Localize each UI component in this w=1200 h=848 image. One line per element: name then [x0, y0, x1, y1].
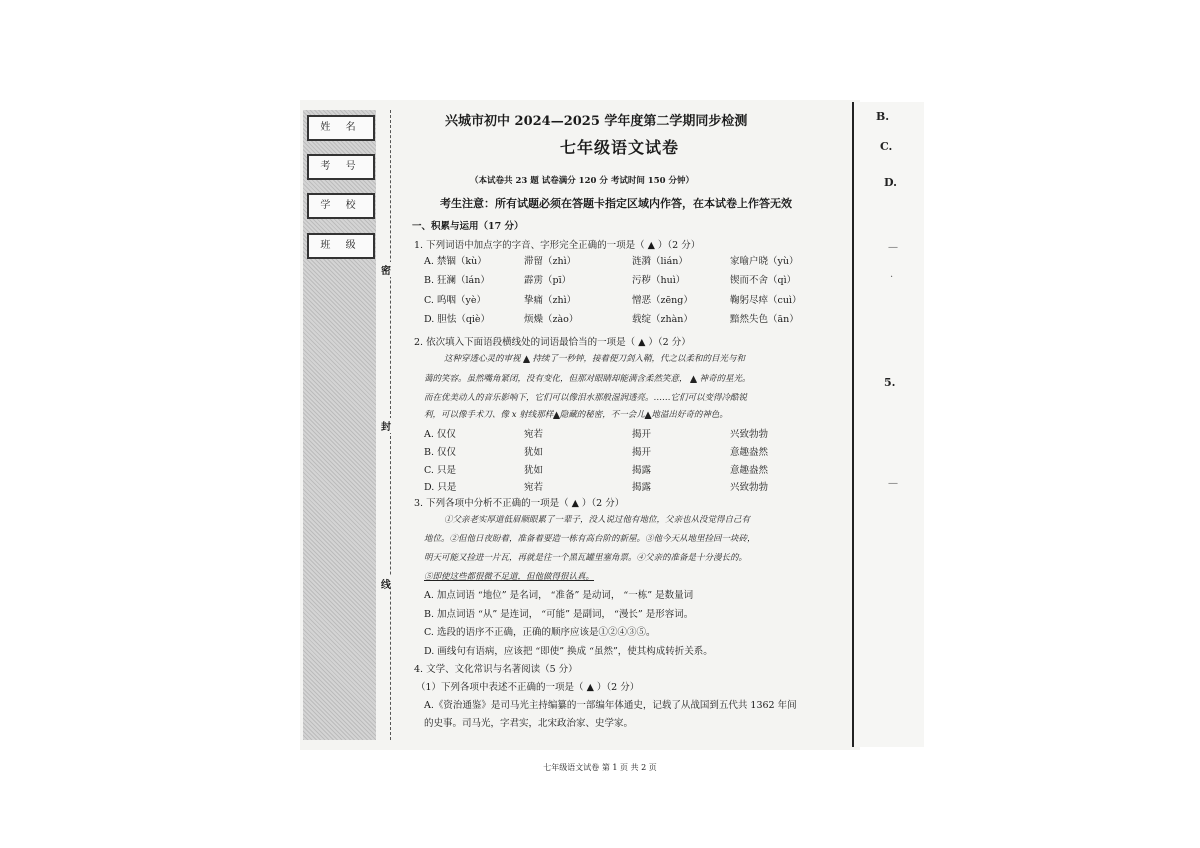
q1-word: 烦燥（zào） — [524, 314, 579, 325]
school-field: 学 校 — [307, 193, 375, 219]
q1-option-a: A. 禁锢（kù） — [424, 256, 487, 267]
next-page-fragment: · — [890, 272, 894, 283]
q1-option-c: C. 呜咽（yè） — [424, 295, 486, 306]
q1-word: 憎恶（zēng） — [632, 295, 693, 306]
q2-word: 犹如 — [524, 447, 544, 458]
q2-word: 兴致勃勃 — [730, 482, 769, 493]
q1-word: 霹雳（pī） — [524, 275, 572, 286]
q1-option-d: D. 胆怯（qiè） — [424, 314, 491, 325]
seal-char-xian: 线 — [379, 576, 393, 591]
q1-word: 污秽（huì） — [632, 275, 686, 286]
q2-passage-line: 蔼的笑容。虽然嘴角紧闭，没有变化，但那对眼睛却能满含柔然笑意， ▲ 神奇的星光。 — [424, 374, 751, 384]
q2-option-c: C. 只是 — [424, 465, 456, 476]
q2-word: 宛若 — [524, 429, 544, 440]
q1-option-b: B. 狂澜（lán） — [424, 275, 490, 286]
q4-option-a-continued: 的史事。司马光，字君实，北宋政治家、史学家。 — [424, 718, 634, 729]
q2-word: 揭开 — [632, 429, 652, 440]
question-1-stem: 1. 下列词语中加点字的字音、字形完全正确的一项是（ ▲ ）（2 分） — [414, 240, 701, 251]
next-page-fragment: — — [888, 478, 898, 489]
exam-title: 兴城市初中 2024—2025 学年度第二学期同步检测 — [445, 114, 748, 129]
q3-passage-line: 地位。②但他日夜盼着，准备着要造一栋有高台阶的新屋。③他今天从地里捡回一块砖， — [424, 534, 756, 544]
next-page-fragment: — — [888, 242, 898, 253]
q2-word: 揭露 — [632, 465, 652, 476]
q4-part-1-stem: （1）下列各项中表述不正确的一项是（ ▲ ）（2 分） — [416, 682, 640, 693]
name-field: 姓 名 — [307, 115, 375, 141]
q2-option-b: B. 仅仅 — [424, 447, 457, 458]
class-field: 班 级 — [307, 233, 375, 259]
q2-word: 意趣盎然 — [730, 465, 769, 476]
q1-word: 家喻户晓（yù） — [730, 256, 799, 267]
q3-passage-line-underlined: ⑤即使这些都很微不足道，但他做得很认真。 — [424, 572, 595, 582]
next-page-option-d: D. — [884, 176, 897, 189]
q2-word: 犹如 — [524, 465, 544, 476]
next-page-edge — [852, 102, 924, 747]
q3-option-d: D. 画线句有语病，应该把 “即使” 换成 “虽然”，使其构成转折关系。 — [424, 646, 713, 657]
q3-option-c: C. 选段的语序不正确，正确的顺序应该是①②④③⑤。 — [424, 627, 656, 638]
next-page-question-5: 5. — [884, 376, 896, 389]
q1-word: 锲而不舍（qì） — [730, 275, 797, 286]
seal-char-mi: 密 — [379, 262, 393, 277]
q1-word: 滞留（zhì） — [524, 256, 577, 267]
q2-word: 兴致勃勃 — [730, 429, 769, 440]
exam-subtitle: 七年级语文试卷 — [560, 138, 680, 157]
q1-word: 涟漪（lián） — [632, 256, 688, 267]
q2-word: 揭露 — [632, 482, 652, 493]
question-3-stem: 3. 下列各项中分析不正确的一项是（ ▲ ）（2 分） — [414, 498, 625, 509]
q2-passage-line: 利，可以像手术刀、像 x 射线那样▲隐藏的秘密，不一会儿▲地溢出好奇的神色。 — [424, 410, 728, 420]
next-page-option-c: C. — [880, 140, 893, 153]
seal-char-feng: 封 — [379, 418, 393, 433]
q2-word: 宛若 — [524, 482, 544, 493]
exam-number-field: 考 号 — [307, 154, 375, 180]
q3-passage-line: ①父亲老实厚道低眉顺眼累了一辈子，没人说过他有地位，父亲也从没觉得自己有 — [444, 515, 751, 525]
q4-option-a: A.《资治通鉴》是司马光主持编纂的一部编年体通史，记载了从战国到五代共 1362 年间 — [424, 700, 797, 711]
q2-option-d: D. 只是 — [424, 482, 457, 493]
q3-option-b: B. 加点词语 “从” 是连词， “可能” 是副词， “漫长” 是形容词。 — [424, 609, 694, 620]
next-page-option-b: B. — [876, 110, 890, 123]
q1-word: 鞠躬尽瘁（cuì） — [730, 295, 802, 306]
q2-word: 意趣盎然 — [730, 447, 769, 458]
section-title: 一、积累与运用（17 分） — [412, 221, 524, 232]
exam-info: （本试卷共 23 题 试卷满分 120 分 考试时间 150 分钟） — [470, 176, 694, 186]
question-2-stem: 2. 依次填入下面语段横线处的词语最恰当的一项是（ ▲ ）（2 分） — [414, 337, 691, 348]
question-4-stem: 4. 文学、文化常识与名著阅读（5 分） — [414, 664, 578, 675]
q1-word: 载绽（zhàn） — [632, 314, 693, 325]
q1-word: 黯然失色（ān） — [730, 314, 799, 325]
page-footer: 七年级语文试卷 第 1 页 共 2 页 — [543, 763, 657, 772]
q3-option-a: A. 加点词语 “地位” 是名词， “准备” 是动词， “一栋” 是数量词 — [424, 590, 694, 601]
q3-passage-line: 明天可能又捡进一片瓦，再就是往一个黑瓦罐里塞角票。④父亲的准备是十分漫长的。 — [424, 553, 748, 563]
q2-word: 揭开 — [632, 447, 652, 458]
q1-word: 挚痛（zhì） — [524, 295, 577, 306]
exam-notice: 考生注意：所有试题必须在答题卡指定区域内作答，在本试卷上作答无效 — [440, 197, 792, 210]
q2-passage-line: 而在优美动人的音乐影响下，它们可以像泪水那般湿润透亮。……它们可以变得冷酷锐 — [424, 393, 748, 403]
q2-option-a: A. 仅仅 — [424, 429, 456, 440]
q2-passage-line: 这种穿透心灵的审视 ▲ 持续了一秒钟，接着便刀剑入鞘，代之以柔和的目光与和 — [444, 354, 745, 364]
